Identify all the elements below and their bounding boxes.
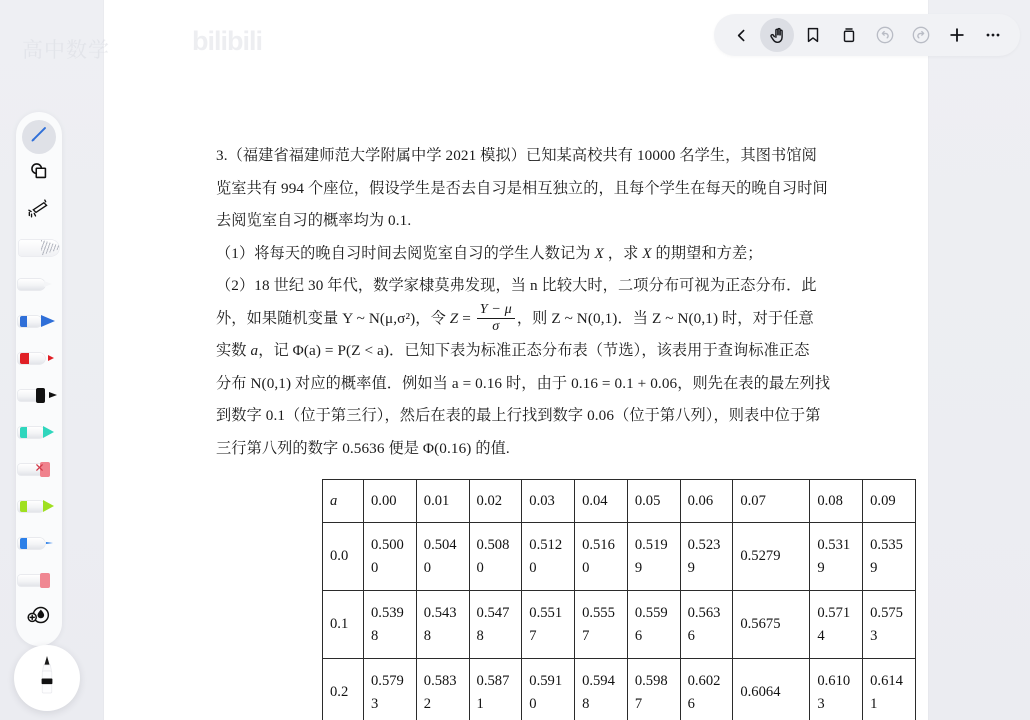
paragraph-line: 去阅览室自习的概率均为 0.1.: [216, 212, 412, 229]
table-header-cell: 0.01: [416, 480, 469, 523]
chevron-left-icon: [733, 27, 750, 44]
marker-icon: [18, 535, 60, 552]
row-label: 0.1: [323, 591, 364, 659]
table-cell: 0.5596: [627, 591, 680, 659]
formula-text-a: 外，如果随机变量: [216, 309, 343, 327]
undo-button[interactable]: [868, 18, 902, 52]
formula-text-c: ，则: [516, 309, 552, 327]
table-row: [323, 659, 916, 720]
table-cell: 0.5160: [575, 523, 628, 591]
table-cell: 0.5359: [863, 523, 916, 591]
row-label: 0.0: [323, 523, 364, 591]
table-cell: 0.5319: [810, 523, 863, 591]
fraction-z-definition: [477, 302, 515, 333]
row-label: 0.2: [323, 659, 364, 720]
color-picker-tool[interactable]: [17, 599, 61, 636]
q1-text-mid: ，求: [603, 244, 643, 262]
paragraph-line-phi: [216, 335, 816, 368]
table-cell: 0.5636: [680, 591, 733, 659]
table-cell: 0.5714: [810, 591, 863, 659]
redo-button[interactable]: [904, 18, 938, 52]
blue-marker-tool[interactable]: [17, 303, 61, 340]
add-color-icon: [27, 604, 51, 631]
add-button[interactable]: [940, 18, 974, 52]
table-cell: 0.6064: [733, 659, 810, 720]
black-marker-tool[interactable]: [17, 377, 61, 414]
red-marker-tool[interactable]: [17, 340, 61, 377]
paragraph-line: 到数字 0.1（位于第三行），然后在表的最上行找到数字 0.06（位于第八列），则表中位于第: [216, 407, 821, 424]
table-cell: 0.6141: [863, 659, 916, 720]
phi-text-a: 实数: [216, 342, 251, 359]
blue-pen-tool[interactable]: [17, 525, 61, 562]
table-cell: 0.5478: [469, 591, 522, 659]
phi-definition-formula: Φ(a) = P(Z < a): [292, 342, 390, 359]
table-header-cell: 0.03: [522, 480, 575, 523]
pen-tip-icon: [32, 654, 62, 703]
example-decomposition: 0.16 = 0.1 + 0.06: [571, 374, 678, 392]
table-row: [323, 591, 916, 659]
table-cell: 0.5987: [627, 659, 680, 720]
document-page[interactable]: [104, 0, 928, 720]
example-normal-n01: N(0,1): [250, 374, 292, 392]
bookmark-button[interactable]: [796, 18, 830, 52]
paragraph-line-formula: [216, 303, 816, 336]
table-row: [323, 523, 916, 591]
ellipsis-icon: [983, 25, 1003, 45]
undo-icon: [875, 25, 895, 45]
table-cell: 0.5517: [522, 591, 575, 659]
table-cell: 0.6026: [680, 659, 733, 720]
plus-icon: [947, 25, 967, 45]
pen-icon: [28, 123, 50, 150]
shapes-icon: [28, 160, 50, 187]
pencil-tool[interactable]: [17, 229, 61, 266]
formula-text-b: ，令: [415, 309, 450, 327]
hand-icon: [768, 26, 787, 45]
table-cell: 0.5557: [575, 591, 628, 659]
formula-z-normal: Z ~ N(0,1): [551, 309, 618, 327]
fraction-denominator: σ: [477, 318, 515, 334]
lasso-tool[interactable]: [17, 192, 61, 229]
table-cell: 0.5753: [863, 591, 916, 659]
marker-icon: [18, 387, 60, 404]
table-cell: 0.5832: [416, 659, 469, 720]
example-a-value: a = 0.16: [451, 374, 503, 392]
example-text-b: 对应的概率值．例如当: [291, 374, 452, 392]
fraction-numerator: Y − μ: [479, 301, 512, 318]
phi-text-b: ，记: [258, 342, 293, 359]
q1-variable-x: X: [594, 244, 604, 262]
table-cell: 0.5910: [522, 659, 575, 720]
phi-text-c: ．已知下表为标准正态分布表（节选），该表用于查询标准正态: [389, 342, 810, 359]
table-header-cell: 0.05: [627, 480, 680, 523]
watermark-bilibili-logo: bilibili: [192, 26, 262, 56]
table-body: [323, 523, 916, 720]
marker-icon: [18, 313, 60, 330]
table-header-cell-a: a: [323, 480, 364, 523]
phi-variable-a: a: [250, 342, 259, 359]
standard-normal-distribution-table: [322, 479, 916, 720]
marker-icon: [18, 424, 60, 441]
marker-eraser-icon: [18, 461, 60, 478]
table-cell: 0.5793: [364, 659, 417, 720]
marker-icon: [18, 572, 60, 589]
table-header-row: [323, 480, 916, 523]
table-cell: 0.5040: [416, 523, 469, 591]
table-header-cell: 0.09: [863, 480, 916, 523]
table-cell: 0.5120: [522, 523, 575, 591]
paragraph-line: （2）18 世纪 30 年代，数学家棣莫弗发现，当 n 比较大时，二项分布可视为正态分布．此: [216, 277, 817, 294]
pink-eraser-tool[interactable]: [17, 451, 61, 488]
marker-icon: [18, 350, 60, 367]
pencil-icon: [19, 240, 59, 256]
table-header-cell: 0.04: [575, 480, 628, 523]
table-header: [323, 480, 916, 523]
formula-z-normal-2: Z ~ N(0,1): [651, 309, 719, 327]
green-marker-tool[interactable]: [17, 488, 61, 525]
tool-rail: [16, 112, 62, 646]
formula-equals: =: [458, 309, 475, 327]
more-button[interactable]: [976, 18, 1010, 52]
table-cell: 0.5000: [364, 523, 417, 591]
example-text-c: 时，由于: [502, 374, 572, 392]
paragraph-line: 三行第八列的数字 0.5636 便是 Φ(0.16) 的值.: [216, 439, 510, 457]
watermark-chinese-text: 高中数学: [22, 39, 110, 62]
marker-icon: [18, 498, 60, 515]
marker-icon: [18, 276, 60, 293]
table-cell: 0.5239: [680, 523, 733, 591]
paragraph-line-q1: [216, 238, 816, 271]
pen-tool[interactable]: [17, 118, 61, 155]
table-header-cell: 0.08: [810, 480, 863, 523]
example-text-d: ，则先在表的最左列找: [677, 374, 831, 392]
table-header-cell: 0.02: [469, 480, 522, 523]
trash-icon: [840, 26, 858, 44]
top-toolbar: [714, 14, 1020, 56]
teal-marker-tool[interactable]: [17, 414, 61, 451]
hand-tool-button[interactable]: [760, 18, 794, 52]
paragraph-line: 3.（福建省福建师范大学附属中学 2021 模拟）已知某高校共有 10000 名学生，其图书馆阅: [216, 147, 817, 164]
formula-text-e: 时，对于任意: [718, 309, 814, 327]
redo-icon: [911, 25, 931, 45]
pink-marker-tool[interactable]: [17, 562, 61, 599]
table-cell: 0.5279: [733, 523, 810, 591]
formula-z-symbol: Z: [449, 309, 459, 327]
formula-y-normal: Y ~ N(μ,σ²): [342, 309, 416, 327]
table-cell: 0.5871: [469, 659, 522, 720]
back-button[interactable]: [724, 18, 758, 52]
table-header-cell: 0.06: [680, 480, 733, 523]
table-cell: 0.5438: [416, 591, 469, 659]
table-cell: 0.5199: [627, 523, 680, 591]
example-text-a: 分布: [216, 374, 251, 392]
table-cell: 0.6103: [810, 659, 863, 720]
formula-text-d: ．当: [617, 309, 652, 327]
paragraph-line-example: [216, 368, 831, 401]
q1-text-post: 的期望和方差；: [651, 244, 763, 262]
paragraph-line: 览室共有 994 个座位，假设学生是否去自习是相互独立的，且每个学生在每天的晚自习时间: [216, 179, 828, 197]
table-header-cell: 0.07: [733, 480, 810, 523]
white-marker-tool[interactable]: [17, 266, 61, 303]
delete-button[interactable]: [832, 18, 866, 52]
bookmark-icon: [804, 26, 822, 44]
q1-text-pre: （1）将每天的晚自习时间去阅览室自习的学生人数记为: [216, 244, 595, 262]
table-cell: 0.5398: [364, 591, 417, 659]
pen-fab[interactable]: [14, 645, 80, 711]
table-header-cell: 0.00: [364, 480, 417, 523]
sparkle-eraser-icon: [28, 198, 51, 223]
table-cell: 0.5948: [575, 659, 628, 720]
table-cell: 0.5080: [469, 523, 522, 591]
table-cell: 0.5675: [733, 591, 810, 659]
q1-variable-x2: X: [642, 244, 652, 262]
shape-tool[interactable]: [17, 155, 61, 192]
document-text-body: [216, 140, 831, 465]
